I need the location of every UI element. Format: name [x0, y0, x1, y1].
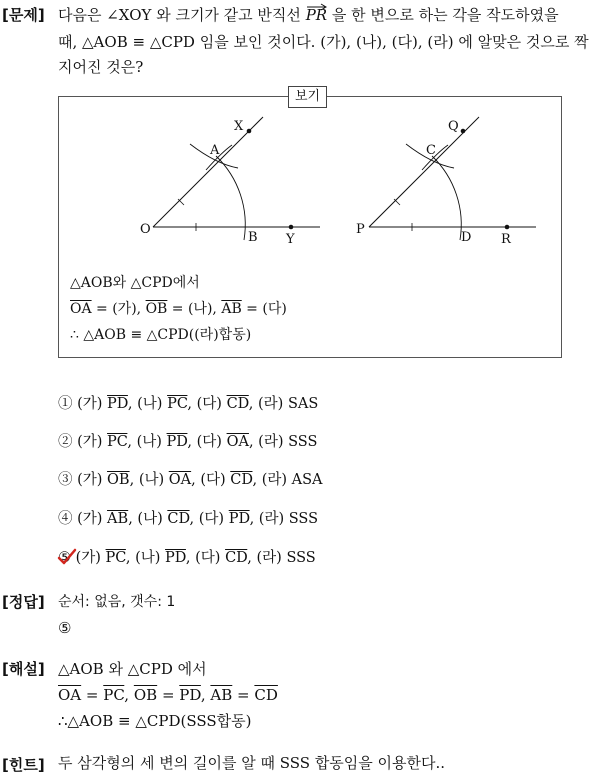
ray-pr-label: PR — [305, 6, 328, 24]
segment-ab: $\overline{AB}$ — [210, 686, 233, 704]
segment-oa: $\overline{OA}$ — [58, 686, 82, 704]
label-a: A — [210, 143, 220, 158]
choice-label-na: (나) — [138, 472, 165, 488]
choice-label-na: (나) — [137, 396, 163, 412]
ray-ox — [153, 117, 263, 227]
eq-oa-value: = (가), — [91, 301, 142, 317]
hint-text: 두 삼각형의 세 변의 길이를 알 때 SSS 합동임을 이용한다.. — [58, 754, 446, 772]
label-p: P — [356, 222, 365, 237]
label-b: B — [248, 230, 258, 245]
choice-label-ra: (라) — [256, 550, 282, 566]
choice-value-c: $\overline{CD}$ — [230, 472, 253, 488]
choice-value-b: $\overline{PD}$ — [165, 550, 186, 566]
choice-value-a: $\overline{PD}$ — [107, 396, 128, 412]
ray-pq — [369, 117, 479, 227]
choice-3[interactable]: ③ (가) $\overline{OB}$, (나) $\overline{OA}$, (다) $\overline{CD}$, (라) ASA — [58, 472, 323, 488]
segment-ab: $\overline{AB}$ — [221, 301, 242, 317]
box-text-2 — [70, 298, 287, 318]
choice-2[interactable]: ② (가) $\overline{PC}$, (나) $\overline{PD}$, (다) $\overline{OA}$, (라) SSS — [58, 434, 318, 450]
choice-value-b: $\overline{PC}$ — [167, 396, 188, 412]
choice-label-ga: (가) — [77, 472, 103, 488]
choice-value-a: $\overline{PC}$ — [107, 434, 128, 450]
choice-value-c: $\overline{OA}$ — [226, 434, 249, 450]
label-r: R — [501, 232, 511, 247]
choice-number: ⑤ — [58, 550, 71, 566]
choice-label-da: (다) — [200, 472, 226, 488]
eq-ab-value: = (다) — [241, 301, 287, 317]
choice-1[interactable]: ① (가) $\overline{PD}$, (나) $\overline{PC}$, (다) $\overline{CD}$, (라) SAS — [58, 396, 319, 412]
eq-ob-value: = (나), — [167, 301, 217, 317]
segment-pd: $\overline{PD}$ — [179, 686, 201, 704]
choice-label-ra: (라) — [258, 396, 284, 412]
choice-value-a: $\overline{PC}$ — [105, 550, 126, 566]
segment-oa: $\overline{OA}$ — [70, 301, 92, 317]
choice-value-d: SSS — [288, 511, 319, 527]
choice-value-b: $\overline{OA}$ — [168, 472, 192, 488]
choice-number: ① — [58, 396, 73, 412]
choice-label-da: (다) — [198, 511, 225, 527]
label-o: O — [140, 222, 151, 237]
label-d: D — [461, 230, 472, 245]
choice-label-ra: (라) — [258, 511, 285, 527]
construction-figure — [58, 96, 562, 276]
choice-value-d: ASA — [291, 472, 323, 488]
problem-line-1-suffix: 을 한 변으로 하는 각을 작도하였을 — [331, 6, 559, 24]
problem-line-2: 때, △AOB ≡ △CPD 임을 보인 것이다. (가), (나), (다), (라) 에 알맞은 것으로 짝 — [58, 33, 589, 51]
choice-label-ra: (라) — [258, 434, 284, 450]
problem-tag: [문제] — [2, 6, 45, 24]
point-r — [505, 225, 510, 230]
choice-label-da: (다) — [195, 550, 221, 566]
choice-number: ③ — [58, 472, 73, 488]
box-text-3: ∴ △AOB ≡ △CPD((라)합동) — [70, 327, 252, 343]
choice-value-a: $\overline{OB}$ — [107, 472, 130, 488]
hint-tag: [힌트] — [2, 756, 45, 774]
segment-ob: $\overline{OB}$ — [133, 686, 158, 704]
choice-5[interactable]: ⑤ (가) $\overline{PC}$, (나) $\overline{PD}$, (다) $\overline{CD}$, (라) SSS — [58, 550, 316, 566]
problem-line-3: 지어진 것은? — [58, 58, 144, 76]
choice-label-ga: (가) — [77, 434, 103, 450]
choice-value-d: SSS — [286, 550, 316, 566]
segment-pc: $\overline{PC}$ — [103, 686, 125, 704]
label-y: Y — [286, 232, 295, 247]
choice-number: ② — [58, 434, 73, 450]
choice-4[interactable]: ④ (가) $\overline{AB}$, (나) $\overline{CD}$, (다) $\overline{PD}$, (라) SSS — [58, 511, 319, 527]
point-q — [461, 129, 466, 134]
label-q: Q — [448, 119, 459, 134]
label-x: X — [234, 119, 244, 134]
ray-arrow-icon — [306, 3, 328, 11]
segment-cd: $\overline{CD}$ — [254, 686, 278, 704]
choice-label-da: (다) — [196, 396, 222, 412]
choice-label-ra: (라) — [261, 472, 288, 488]
choice-label-na: (나) — [135, 550, 161, 566]
choice-value-d: SAS — [287, 396, 319, 412]
choice-value-b: $\overline{CD}$ — [167, 511, 190, 527]
choice-value-c: $\overline{PD}$ — [228, 511, 250, 527]
choice-number-checked — [58, 550, 71, 566]
choice-value-b: $\overline{PD}$ — [166, 434, 188, 450]
choice-label-na: (나) — [136, 434, 162, 450]
example-box-title: 보기 — [288, 86, 327, 108]
answer-line-2: ⑤ — [58, 619, 72, 637]
choice-label-ga: (가) — [77, 511, 103, 527]
label-c: C — [426, 143, 436, 158]
choice-label-ga: (가) — [77, 396, 103, 412]
point-y — [289, 225, 294, 230]
box-text-1: △AOB와 △CPD에서 — [70, 275, 200, 291]
choice-value-c: $\overline{CD}$ — [226, 396, 249, 412]
segment-ob: $\overline{OB}$ — [145, 301, 168, 317]
explanation-line-1: △AOB 와 △CPD 에서 — [58, 660, 207, 678]
choice-label-na: (나) — [137, 511, 163, 527]
choice-number: ④ — [58, 511, 73, 527]
answer-tag: [정답] — [2, 593, 45, 611]
point-x — [247, 129, 252, 134]
choice-value-d: SSS — [288, 434, 318, 450]
choice-value-a: $\overline{AB}$ — [107, 511, 129, 527]
answer-line-1: 순서: 없음, 갯수: 1 — [58, 594, 176, 610]
choice-label-da: (다) — [196, 434, 222, 450]
problem-line-1-prefix: 다음은 ∠XOY 와 크기가 같고 반직선 — [58, 6, 301, 24]
choice-label-ga: (가) — [75, 550, 101, 566]
choice-value-c: $\overline{CD}$ — [225, 550, 248, 566]
ray-pr — [306, 6, 332, 24]
explanation-line-2: $\overline{OA} = \overline{PC}$, $\overline{OB} = \overline{PD}$, $\overline{AB} = \overline{CD}$ — [58, 686, 278, 704]
explanation-line-3: ∴△AOB ≡ △CPD(SSS합동) — [58, 712, 252, 730]
problem-line-1 — [58, 4, 559, 26]
check-mark-icon — [56, 548, 78, 568]
explanation-tag: [해설] — [2, 660, 45, 678]
